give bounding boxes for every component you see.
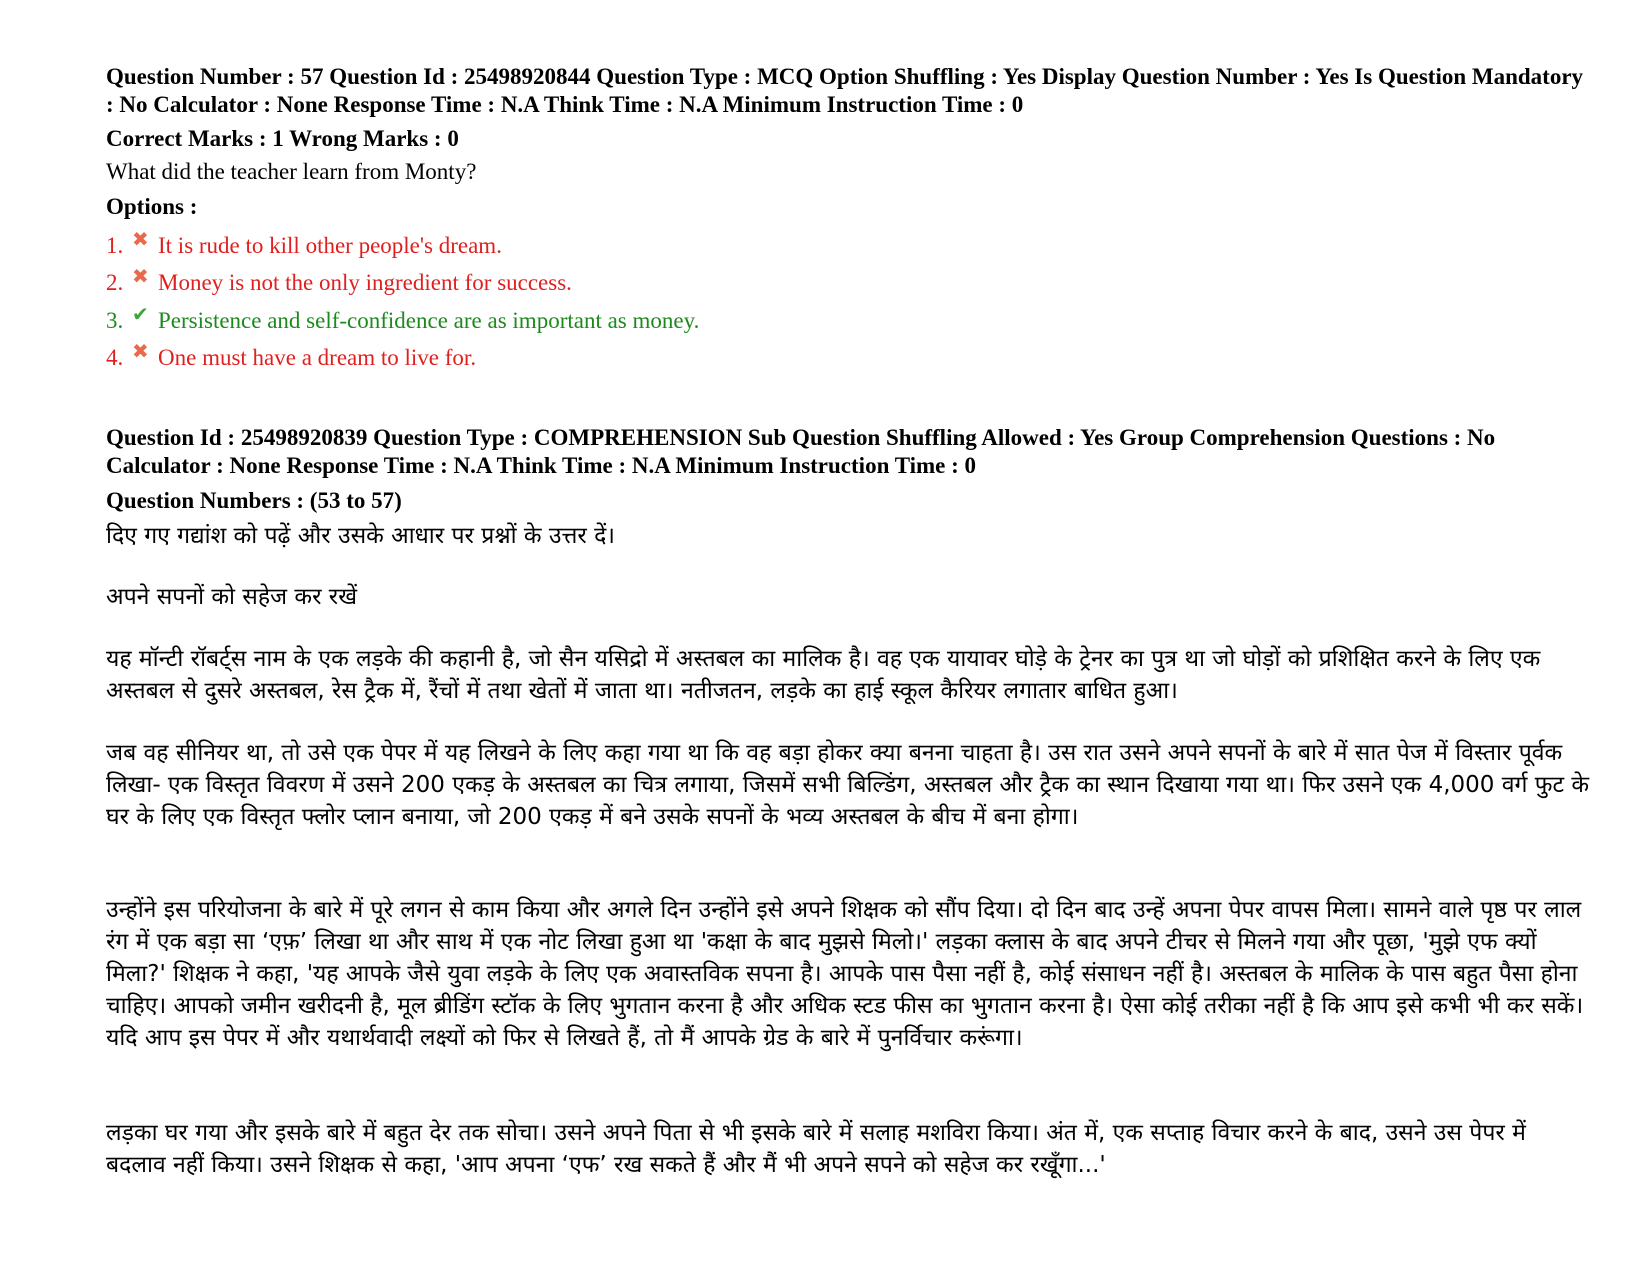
comprehension-meta: Question Id : 25498920839 Question Type : COMPREHENSION Sub Question Shuffling Allowed : Yes Group Comprehension Questions : No Calculator : None Response Time : N.A Think Time : N.A Minimum Instruction Time : 0 xyxy=(106,425,1496,478)
options-label: Options : xyxy=(106,194,198,219)
option-1 xyxy=(106,229,502,260)
option-3 xyxy=(106,304,700,335)
cross-icon: ✖ xyxy=(132,341,149,363)
passage-paragraph: यह मॉन्टी रॉबर्ट्स नाम के एक लड़के की कहानी है, जो सैन यसिद्रो में अस्तबल का मालिक है। वह एक यायावर घोड़े के ट्रेनर का पुत्र था जो घोड़ों को प्रशिक्षित करने के लिए एक अस्तबल से दुसरे अस्तबल, रेस ट्रैक में, रैंचों में तथा खेतों में जाता था। नतीजतन, लड़के का हाई स्कूल कैरियर लगातार बाधित हुआ। xyxy=(106,646,1541,704)
check-icon: ✔ xyxy=(132,304,149,326)
passage-instruction: दिए गए गद्यांश को पढ़ें और उसके आधार पर प्रश्नों के उत्तर दें। xyxy=(106,523,616,549)
option-number: 3. xyxy=(106,308,124,333)
option-number: 1. xyxy=(106,233,124,258)
question-marks: Correct Marks : 1 Wrong Marks : 0 xyxy=(106,126,459,151)
cross-icon: ✖ xyxy=(132,229,149,251)
question-meta: Question Number : 57 Question Id : 25498920844 Question Type : MCQ Option Shuffling : Yes Display Question Number : Yes Is Question Mandatory : No Calculator : None Response Time : N.A Think Time : N.A Minimum Instruction Time : 0 xyxy=(106,64,1584,117)
passage-paragraph: उन्होंने इस परियोजना के बारे में पूरे लगन से काम किया और अगले दिन उन्होंने इसे अपने शिक्षक को सौंप दिया। दो दिन बाद उन्हें अपना पेपर वापस मिला। सामने वाले पृष्ठ पर लाल रंग में एक बड़ा सा ‘एफ़’ लिखा था और साथ में एक नोट लिखा हुआ था 'कक्षा के बाद मुझसे मिलो।' लड़का क्लास के बाद अपने टीचर से मिलने गया और पूछा, 'मुझे एफ क्यों मिला?' शिक्षक ने कहा, 'यह आपके जैसे युवा लड़के के लिए एक अवास्तविक सपना है। आपके पास पैसा नहीं है, कोई संसाधन नहीं है। अस्तबल के मालिक के पास बहुत पैसा होना चाहिए। आपको जमीन खरीदनी है, मूल ब्रीडिंग स्टॉक के लिए भुगतान करना है और अधिक स्टड फीस का भुगतान करना है। ऐसा कोई तरीका नहीं है कि आप इसे कभी भी कर सकें। यदि आप इस पेपर में और यथार्थवादी लक्ष्यों को फिर से लिखते हैं, तो मैं आपके ग्रेड के बारे में पुनर्विचार करूंगा। xyxy=(106,897,1584,1051)
question-text: What did the teacher learn from Monty? xyxy=(106,159,477,184)
passage-paragraph: जब वह सीनियर था, तो उसे एक पेपर में यह लिखने के लिए कहा गया था कि वह बड़ा होकर क्या बनना चाहता है। उस रात उसने अपने सपनों के बारे में सात पेज में विस्तार पूर्वक लिखा- एक विस्तृत विवरण में उसने 200 एकड़ के अस्तबल का चित्र लगाया, जिसमें सभी बिल्डिंग, अस्तबल और ट्रैक का स्थान दिखाया गया था। फिर उसने एक 4,000 वर्ग फुट के घर के लिए एक विस्तृत फ्लोर प्लान बनाया, जो 200 एकड़ में बने उसके सपनों के भव्य अस्तबल के बीच में बना होगा। xyxy=(106,740,1590,830)
option-text: Persistence and self-confidence are as important as money. xyxy=(158,308,700,333)
passage-paragraph: लड़का घर गया और इसके बारे में बहुत देर तक सोचा। उसने अपने पिता से भी इसके बारे में सलाह मशविरा किया। अंत में, एक सप्ताह विचार करने के बाद, उसने उस पेपर में बदलाव नहीं किया। उसने शिक्षक से कहा, 'आप अपना ‘एफ’ रख सकते हैं और मैं भी अपने सपने को सहेज कर रखूँगा...' xyxy=(106,1120,1526,1178)
option-4 xyxy=(106,341,477,372)
option-text: One must have a dream to live for. xyxy=(158,345,477,370)
cross-icon: ✖ xyxy=(132,266,149,288)
question-numbers: Question Numbers : (53 to 57) xyxy=(106,488,402,513)
option-number: 2. xyxy=(106,270,124,295)
passage-title: अपने सपनों को सहेज कर रखें xyxy=(106,584,358,610)
option-number: 4. xyxy=(106,345,124,370)
option-text: Money is not the only ingredient for success. xyxy=(158,270,572,295)
option-text: It is rude to kill other people's dream. xyxy=(158,233,502,258)
option-2 xyxy=(106,266,572,297)
